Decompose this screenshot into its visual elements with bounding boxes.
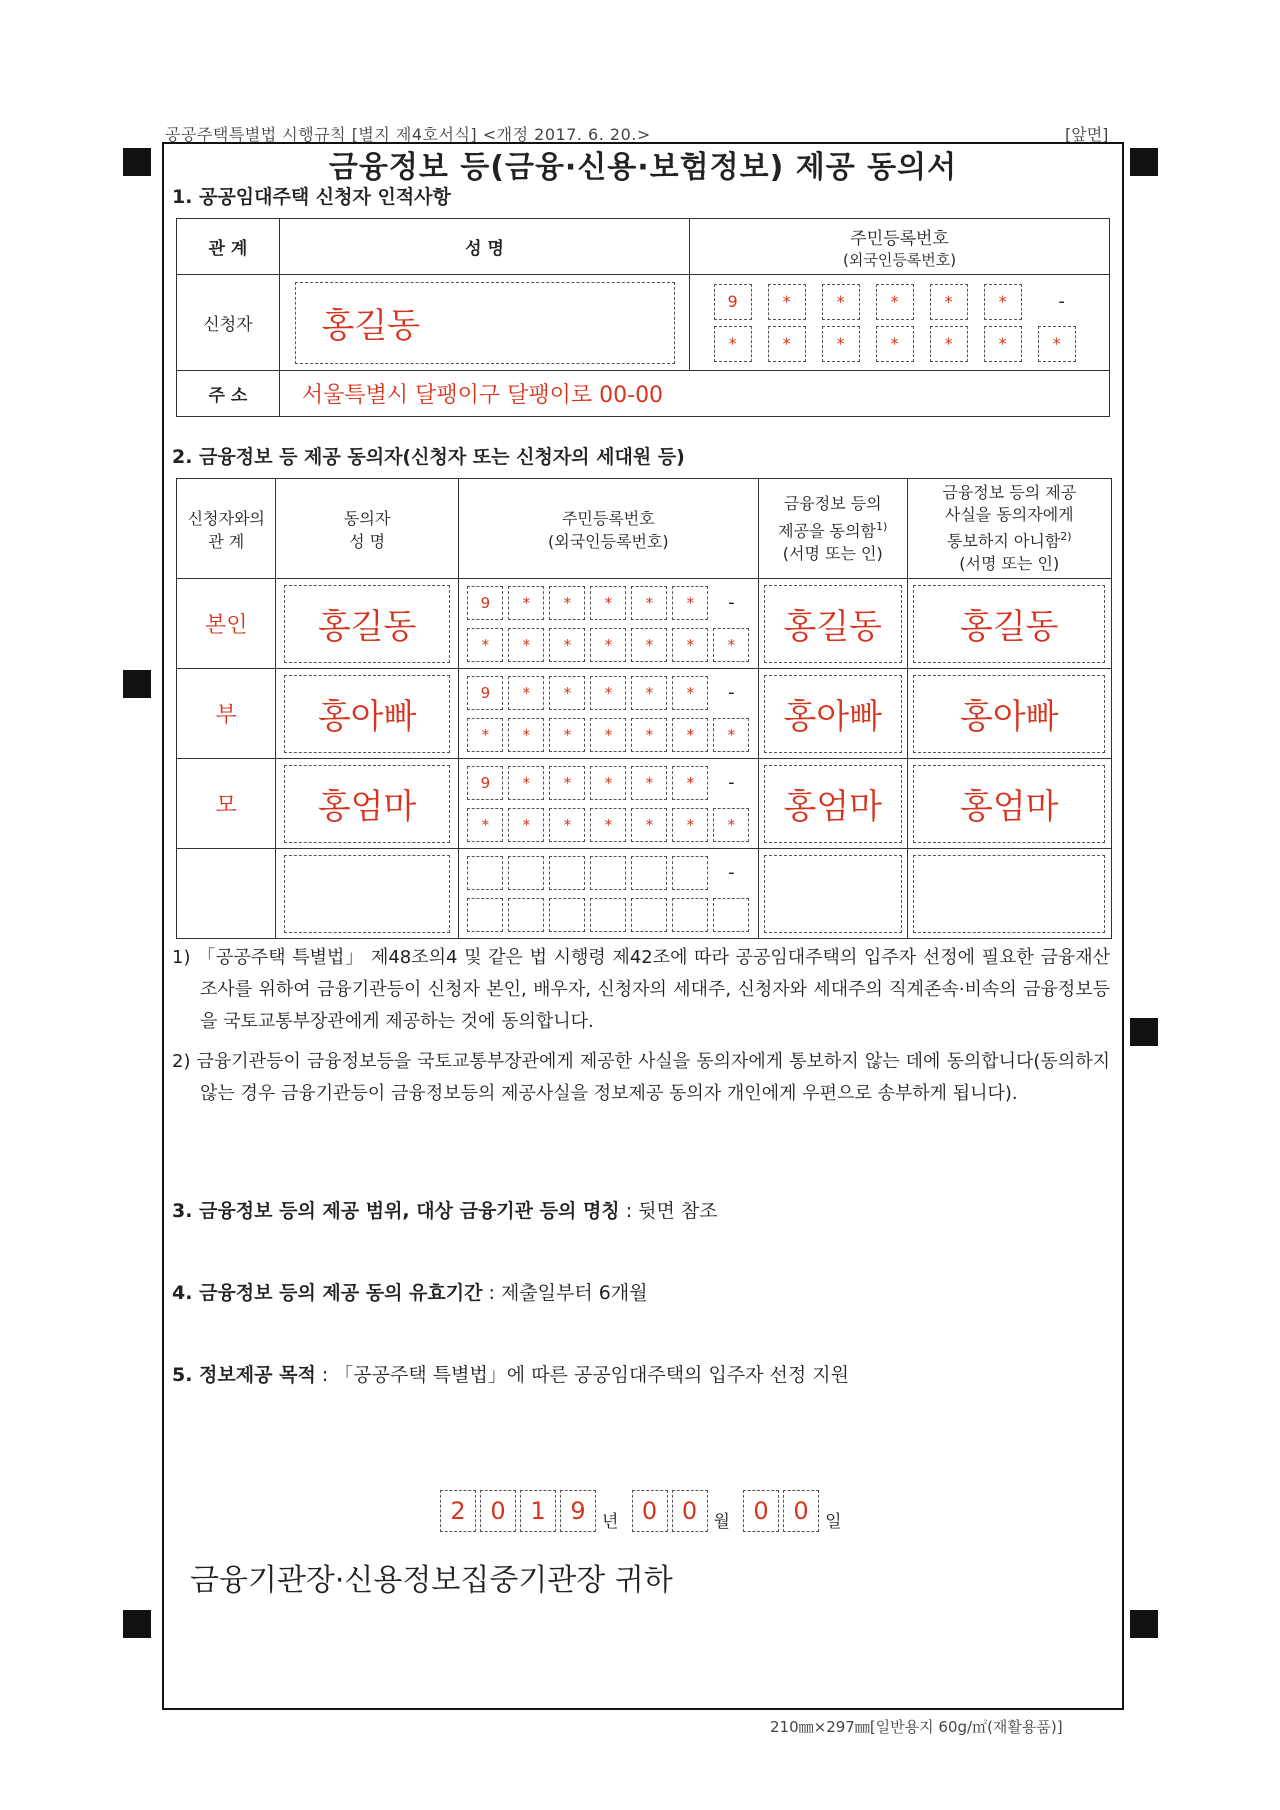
col-notify-label-1: 금융정보 등의 제공: [942, 483, 1077, 503]
consenter-id-digit[interactable]: *: [631, 586, 667, 620]
address-label: 주 소: [177, 371, 280, 417]
consenter-id-digit[interactable]: [467, 898, 503, 932]
consenter-name-field[interactable]: [284, 855, 450, 933]
consent-row: [177, 669, 1112, 759]
consenter-id-digit[interactable]: *: [508, 628, 544, 662]
registration-marker-bottom-left: [123, 1610, 151, 1638]
section3-value: : 뒷면 참조: [619, 1200, 718, 1222]
col-consent-header: [758, 479, 907, 579]
consenter-id-grid: [459, 766, 758, 842]
consenter-id-digit[interactable]: *: [672, 766, 708, 800]
date-line: [440, 1490, 850, 1532]
consenter-id-digit[interactable]: [672, 898, 708, 932]
consenter-id-digit[interactable]: *: [549, 628, 585, 662]
notify-signature-cell: [907, 669, 1112, 759]
consenter-id-digit[interactable]: [467, 856, 503, 890]
col-notify-label-3: 통보하지 아니함: [946, 531, 1061, 551]
consenter-id-digit[interactable]: *: [672, 586, 708, 620]
consenter-id-digit[interactable]: *: [508, 676, 544, 710]
col-notify-label-2: 사실을 동의자에게: [944, 505, 1074, 525]
notify-signature-field[interactable]: 홍엄마: [913, 765, 1105, 843]
consenter-id-cell: [458, 579, 758, 669]
consenter-id-digit[interactable]: *: [508, 586, 544, 620]
month-digit[interactable]: 0: [632, 1490, 668, 1532]
consent-signature-field[interactable]: 홍엄마: [764, 765, 902, 843]
address-field[interactable]: 서울특별시 달팽이구 달팽이로 00-00: [279, 371, 1109, 417]
registration-marker-top-right: [1130, 148, 1158, 176]
applicant-id-digit[interactable]: *: [930, 326, 968, 362]
applicant-id-digit[interactable]: *: [768, 284, 806, 320]
col-notify-header: [907, 479, 1112, 579]
applicant-id-digit[interactable]: *: [876, 284, 914, 320]
month-unit: 월: [713, 1512, 730, 1532]
notify-signature-field[interactable]: 홍길동: [913, 585, 1105, 663]
consent-row: [177, 849, 1112, 939]
col-id-header: [690, 219, 1110, 275]
consenter-id-cell: [458, 759, 758, 849]
notify-signature-cell: [907, 759, 1112, 849]
consenter-id-grid: [459, 586, 758, 662]
consenter-id-digit[interactable]: *: [631, 676, 667, 710]
consenter-id-digit[interactable]: [508, 856, 544, 890]
consenter-name-field[interactable]: 홍엄마: [284, 765, 450, 843]
consenter-id-digit[interactable]: [631, 856, 667, 890]
page-side-label: [앞면]: [1065, 125, 1109, 144]
consenter-id-digit[interactable]: *: [590, 718, 626, 752]
consenter-id-digit[interactable]: *: [590, 676, 626, 710]
consenter-name-field[interactable]: 홍길동: [284, 585, 450, 663]
consenter-id-digit[interactable]: *: [672, 718, 708, 752]
section5-label: 5. 정보제공 목적: [172, 1364, 316, 1386]
consent-signature-field[interactable]: [764, 855, 902, 933]
id-hyphen: -: [728, 862, 735, 883]
applicant-relation: 신청자: [177, 275, 280, 371]
consenter-id-digit[interactable]: *: [672, 676, 708, 710]
col-id-sublabel: (외국인등록번호): [548, 531, 669, 551]
applicant-id-digit[interactable]: *: [714, 326, 752, 362]
section4: [172, 1278, 648, 1305]
col-id-label: 주민등록번호: [561, 508, 655, 528]
applicant-name-cell: [279, 275, 689, 371]
notify-signature-field[interactable]: [913, 855, 1105, 933]
consent-signature-cell: [758, 579, 907, 669]
year-digit[interactable]: 0: [480, 1490, 516, 1532]
registration-marker-mid-left: [123, 670, 151, 698]
consenter-id-digit[interactable]: [590, 898, 626, 932]
consenter-name-field[interactable]: 홍아빠: [284, 675, 450, 753]
col-id-sublabel: (외국인등록번호): [843, 250, 957, 269]
registration-marker-top-left: [123, 148, 151, 176]
consenter-name-cell: [276, 759, 458, 849]
col-consent-label-2: 제공을 동의함: [778, 521, 876, 541]
applicant-id-digit[interactable]: *: [984, 284, 1022, 320]
consenter-id-digit[interactable]: *: [631, 718, 667, 752]
consenter-id-digit[interactable]: 9: [467, 676, 503, 710]
col-name-sublabel: 성 명: [349, 531, 386, 551]
consenter-id-digit[interactable]: [713, 898, 749, 932]
consenter-name-cell: [276, 579, 458, 669]
footnote-2: 2) 금융기관등이 금융정보등을 국토교통부장관에게 제공한 사실을 동의자에게 통보하지 않는 데에 동의합니다(동의하지 않는 경우 금융기관등이 금융정보등의 제공사실을 정보제공 동의자 개인에게 우편으로 송부하게 됩니다).: [172, 1051, 1110, 1104]
consenter-id-digit[interactable]: 9: [467, 766, 503, 800]
consenter-id-digit[interactable]: [549, 898, 585, 932]
applicant-id-cell: [690, 275, 1110, 371]
col-relation-sublabel: 관 계: [208, 531, 245, 551]
consenter-id-digit[interactable]: *: [508, 766, 544, 800]
consenter-id-digit[interactable]: *: [631, 766, 667, 800]
col-notify-footnote-ref: 2): [1060, 530, 1072, 544]
applicant-id-digit[interactable]: 9: [714, 284, 752, 320]
applicant-id-digit[interactable]: *: [930, 284, 968, 320]
consenter-id-digit[interactable]: [549, 856, 585, 890]
consent-signature-cell: [758, 849, 907, 939]
consenter-id-digit[interactable]: *: [467, 808, 503, 842]
section4-value: : 제출일부터 6개월: [482, 1282, 648, 1304]
consenter-id-digit[interactable]: *: [713, 628, 749, 662]
col-id-header: [458, 479, 758, 579]
paper-spec: 210㎜×297㎜[일반용지 60g/㎡(재활용품)]: [770, 1718, 1063, 1736]
consenter-id-digit[interactable]: 9: [467, 586, 503, 620]
consenter-id-digit[interactable]: *: [713, 808, 749, 842]
consenter-relation: 부: [177, 669, 276, 759]
consenter-id-digit[interactable]: [590, 856, 626, 890]
consenter-relation: 모: [177, 759, 276, 849]
consenter-id-digit[interactable]: *: [590, 628, 626, 662]
consenter-id-digit[interactable]: [508, 898, 544, 932]
form-reference: 공공주택특별법 시행규칙 [별지 제4호서식] <개정 2017. 6. 20.>: [165, 125, 651, 144]
section3: [172, 1196, 718, 1223]
consent-signature-field[interactable]: 홍아빠: [764, 675, 902, 753]
applicant-table: [176, 218, 1110, 417]
col-relation-header: 관 계: [177, 219, 280, 275]
consenter-id-digit[interactable]: *: [549, 586, 585, 620]
consenter-id-digit[interactable]: *: [508, 808, 544, 842]
page-title: 금융정보 등(금융·신용·보험정보) 제공 동의서: [328, 150, 958, 185]
year-digit[interactable]: 2: [440, 1490, 476, 1532]
notify-signature-cell: [907, 849, 1112, 939]
recipient: 금융기관장·신용정보집중기관장 귀하: [190, 1563, 673, 1598]
applicant-id-digit[interactable]: *: [1038, 326, 1076, 362]
consent-signature-cell: [758, 669, 907, 759]
consenter-id-cell: [458, 849, 758, 939]
consenter-id-digit[interactable]: *: [467, 718, 503, 752]
applicant-id-digit[interactable]: *: [768, 326, 806, 362]
consenter-id-digit[interactable]: *: [467, 628, 503, 662]
id-hyphen: -: [1058, 291, 1065, 312]
registration-marker-bottom-right: [1130, 1610, 1158, 1638]
consenter-id-digit[interactable]: *: [590, 766, 626, 800]
consenter-relation: 본인: [177, 579, 276, 669]
section5: [172, 1360, 849, 1387]
year-unit: 년: [602, 1512, 619, 1532]
notify-signature-field[interactable]: 홍아빠: [913, 675, 1105, 753]
applicant-name-field[interactable]: 홍길동: [295, 282, 675, 364]
year-digit[interactable]: 1: [520, 1490, 556, 1532]
consenter-id-digit[interactable]: [672, 856, 708, 890]
day-digit[interactable]: 0: [743, 1490, 779, 1532]
consenter-id-digit[interactable]: *: [549, 718, 585, 752]
consenter-id-digit[interactable]: *: [590, 808, 626, 842]
section2-heading: 2. 금융정보 등 제공 동의자(신청자 또는 신청자의 세대원 등): [172, 446, 685, 468]
applicant-id-grid: [690, 284, 1109, 362]
consent-signature-field[interactable]: 홍길동: [764, 585, 902, 663]
consenter-id-grid: [459, 856, 758, 932]
footnote-1: 1) 「공공주택 특별법」 제48조의4 및 같은 법 시행령 제42조에 따라 공공임대주택의 입주자 선정에 필요한 금융재산조사를 위하여 금융기관등이 신청자 본인, 배우자, 신청자의 세대주, 신청자와 세대주의 직계존속·비속의 금융정보등을 국토교통부장관에게 제공하는 것에 동의합니다.: [172, 947, 1110, 1032]
year-digit[interactable]: 9: [560, 1490, 596, 1532]
day-digit[interactable]: 0: [783, 1490, 819, 1532]
section3-label: 3. 금융정보 등의 제공 범위, 대상 금융기관 등의 명칭: [172, 1200, 620, 1222]
applicant-id-digit[interactable]: *: [984, 326, 1022, 362]
section4-label: 4. 금융정보 등의 제공 동의 유효기간: [172, 1282, 483, 1304]
col-notify-label-4: (서명 또는 인): [959, 553, 1060, 573]
id-hyphen: -: [728, 772, 735, 793]
col-name-label: 동의자: [343, 508, 391, 528]
consent-signature-cell: [758, 759, 907, 849]
col-consent-footnote-ref: 1): [875, 519, 888, 533]
day-unit: 일: [825, 1512, 842, 1532]
id-hyphen: -: [728, 682, 735, 703]
applicant-id-digit[interactable]: *: [822, 284, 860, 320]
consenter-id-digit[interactable]: *: [549, 766, 585, 800]
consenter-id-digit[interactable]: *: [508, 718, 544, 752]
consenter-id-digit[interactable]: *: [590, 586, 626, 620]
col-name-header: 성 명: [279, 219, 689, 275]
consenter-id-digit[interactable]: *: [549, 676, 585, 710]
section5-value: : 「공공주택 특별법」에 따른 공공임대주택의 입주자 선정 지원: [315, 1364, 850, 1386]
consenter-id-digit[interactable]: *: [549, 808, 585, 842]
col-consent-label-1: 금융정보 등의: [783, 493, 882, 513]
consent-table: [176, 478, 1112, 939]
consenter-id-digit[interactable]: *: [631, 628, 667, 662]
consenter-id-cell: [458, 669, 758, 759]
section1-heading: 1. 공공임대주택 신청자 인적사항: [172, 186, 451, 208]
col-relation-header: [177, 479, 276, 579]
month-digit[interactable]: 0: [672, 1490, 708, 1532]
registration-marker-mid-right: [1130, 1018, 1158, 1046]
applicant-id-digit[interactable]: *: [822, 326, 860, 362]
col-relation-label: 신청자와의: [187, 508, 265, 528]
consenter-name-cell: [276, 669, 458, 759]
consent-row: [177, 759, 1112, 849]
col-id-label: 주민등록번호: [850, 228, 949, 249]
consenter-id-digit[interactable]: [631, 898, 667, 932]
col-consent-label-3: (서명 또는 인): [782, 544, 883, 564]
notify-signature-cell: [907, 579, 1112, 669]
consenter-id-digit[interactable]: *: [631, 808, 667, 842]
consenter-id-grid: [459, 676, 758, 752]
consenter-name-cell: [276, 849, 458, 939]
consent-row: [177, 579, 1112, 669]
consenter-relation: [177, 849, 276, 939]
applicant-id-digit[interactable]: *: [876, 326, 914, 362]
col-name-header: [276, 479, 458, 579]
id-hyphen: -: [728, 592, 735, 613]
consenter-id-digit[interactable]: *: [713, 718, 749, 752]
consenter-id-digit[interactable]: *: [672, 808, 708, 842]
consenter-id-digit[interactable]: *: [672, 628, 708, 662]
